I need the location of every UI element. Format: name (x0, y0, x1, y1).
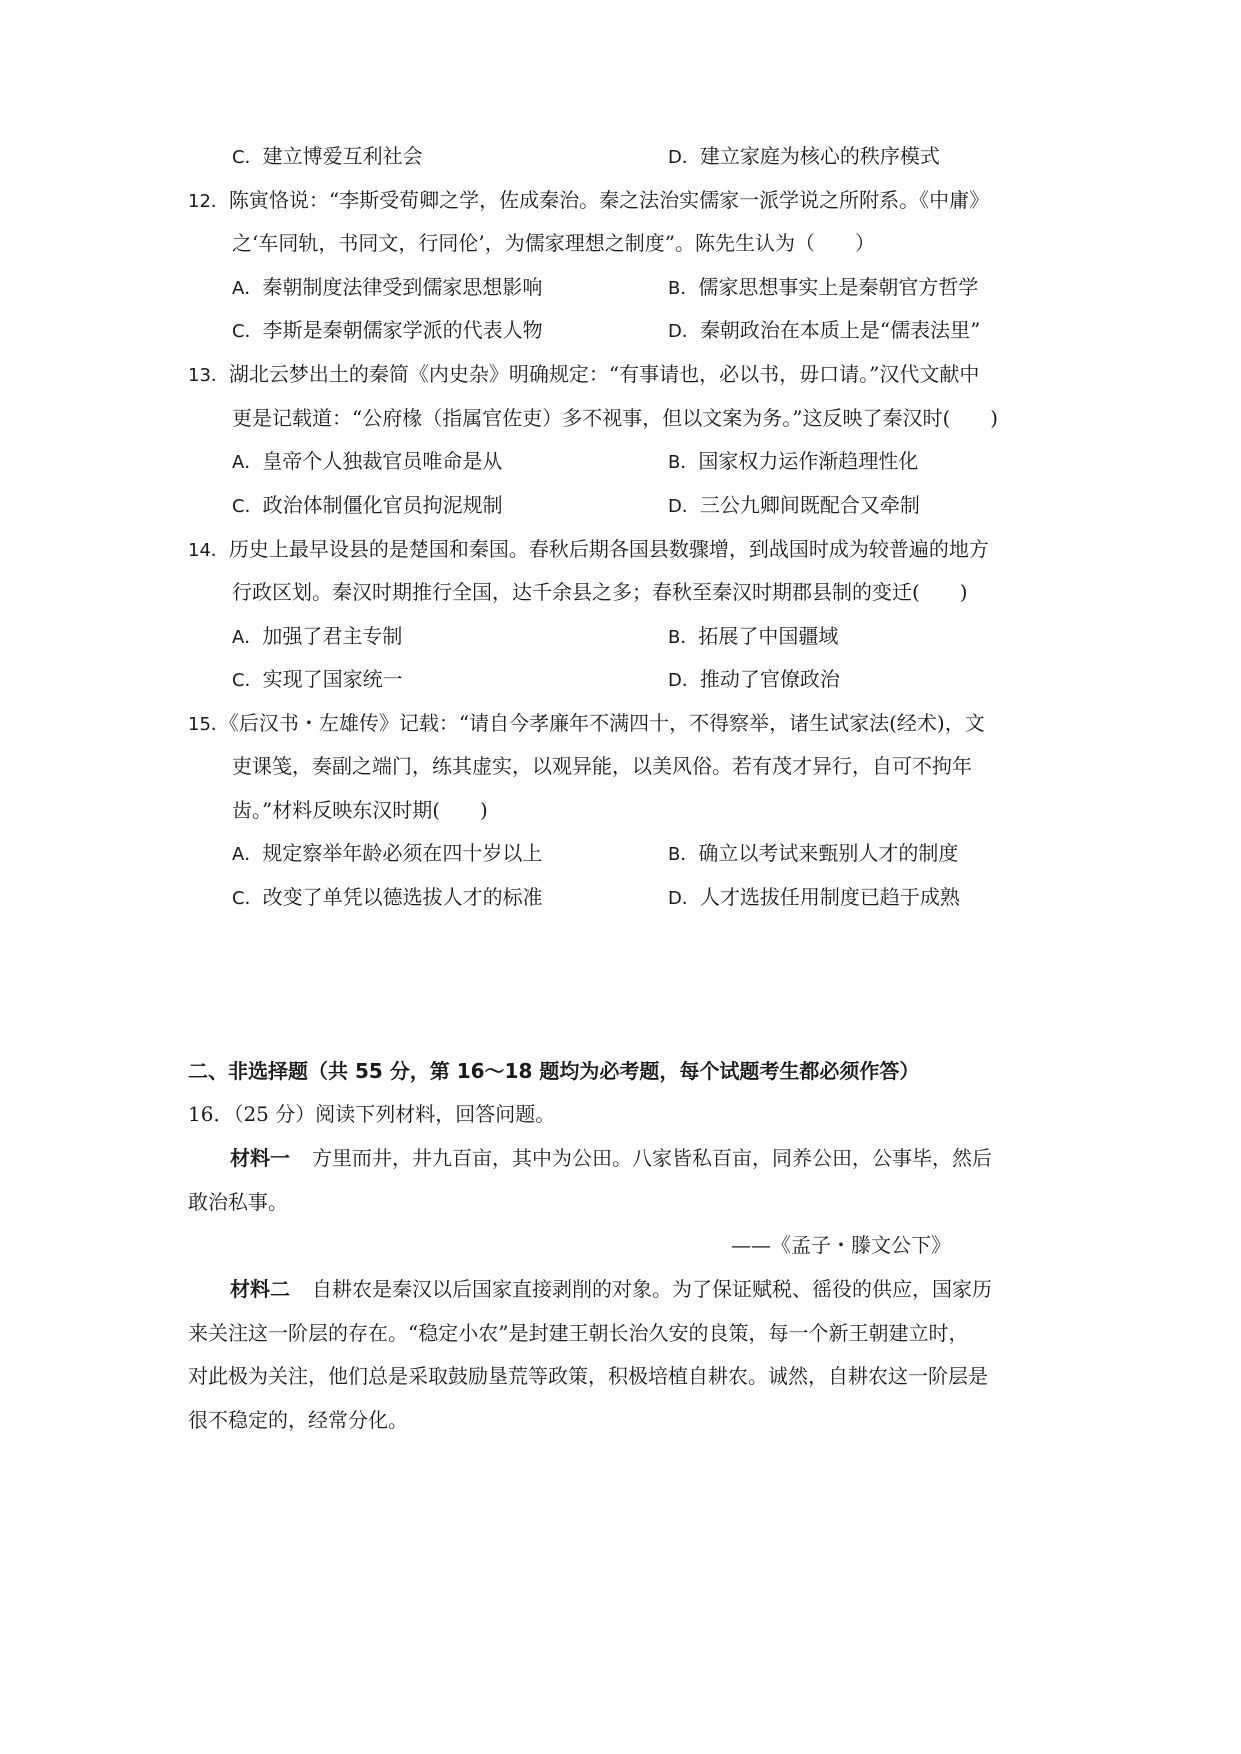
question-text: 《后汉书・左雄传》记载：“请自今孝廉年不满四十，不得察举，诸生试家法(经术)，文 (228, 711, 985, 735)
q14-stem-line1 (188, 535, 989, 565)
q11-option-d (668, 142, 940, 172)
q15-option-a (232, 839, 542, 869)
material2-text: 自耕农是秦汉以后国家直接剥削的对象。为了保证赋税、徭役的供应，国家历 (312, 1277, 992, 1301)
question-text: 湖北云梦出土的秦简《内史杂》明确规定：“有事请也，必以书，毋口请。”汉代文献中 (228, 362, 980, 386)
option-text: 确立以考试来甄别人才的制度 (698, 841, 959, 865)
option-text: 规定察举年龄必须在四十岁以上 (262, 841, 543, 865)
q16-intro: 16．（25 分）阅读下列材料，回答问题。 (188, 1102, 556, 1126)
option-label: D． (668, 321, 700, 342)
material1-source: ——《孟子・滕文公下》 (731, 1233, 951, 1257)
option-text: 李斯是秦朝儒家学派的代表人物 (262, 318, 543, 342)
q15-option-c (232, 883, 543, 913)
question-number: 15． (188, 714, 229, 735)
option-label: C． (232, 888, 263, 909)
option-text: 人才选拔任用制度已趋于成熟 (699, 885, 960, 909)
question-number: 14． (188, 540, 229, 561)
q14-option-b (668, 622, 838, 652)
q15-stem-line1 (188, 709, 985, 739)
q13-option-b (668, 447, 918, 477)
option-label: B． (668, 452, 699, 473)
q15-option-d (668, 883, 960, 913)
option-text: 政治体制僵化官员拘泥规制 (262, 493, 503, 517)
q15-stem-line3: 齿。”材料反映东汉时期( ) (232, 798, 488, 822)
q15-stem-line2: 吏课笺，奏副之端门，练其虚实，以观异能，以美风俗。若有茂才异行，自可不拘年 (232, 754, 972, 778)
option-label: D． (668, 670, 700, 691)
material2-line1 (230, 1275, 992, 1303)
q11-option-c (232, 142, 423, 172)
question-text: 陈寅恪说：“李斯受荀卿之学，佐成秦治。秦之法治实儒家一派学说之所附系。《中庸》 (228, 188, 990, 212)
question-number: 12． (188, 191, 229, 212)
question-text: 历史上最早设县的是楚国和秦国。春秋后期各国县数骤增，到战国时成为较普遍的地方 (228, 537, 989, 561)
option-text: 儒家思想事实上是秦朝官方哲学 (698, 275, 979, 299)
q13-stem-line2: 更是记载道：“公府椽（指属官佐吏）多不视事，但以文案为务。”这反映了秦汉时( ) (232, 406, 999, 430)
option-label: C． (232, 670, 263, 691)
option-text: 加强了君主专制 (262, 624, 403, 648)
option-text: 建立博爱互利社会 (262, 144, 423, 168)
option-label: C． (232, 321, 263, 342)
option-label: A． (232, 627, 263, 648)
material2-line4: 很不稳定的，经常分化。 (188, 1408, 408, 1432)
option-label: B． (668, 278, 699, 299)
material2-title: 材料二 (230, 1277, 290, 1301)
material1-line2: 敢治私事。 (188, 1190, 288, 1214)
option-text: 推动了官僚政治 (699, 667, 840, 691)
q13-option-a (232, 447, 502, 477)
option-text: 秦朝制度法律受到儒家思想影响 (262, 275, 543, 299)
option-label: D． (668, 888, 700, 909)
option-label: C． (232, 147, 263, 168)
q12-option-d (668, 316, 980, 346)
q12-stem-line1 (188, 186, 989, 216)
option-text: 秦朝政治在本质上是“儒表法里” (699, 318, 981, 342)
material1-line1 (230, 1144, 992, 1172)
option-label: B． (668, 844, 699, 865)
q14-option-a (232, 622, 402, 652)
option-label: A． (232, 278, 263, 299)
option-label: D． (668, 147, 700, 168)
q15-option-b (668, 839, 958, 869)
q12-option-b (668, 273, 978, 303)
option-text: 三公九卿间既配合又牵制 (699, 493, 920, 517)
q12-stem-line2: 之‘车同轨，书同文，行同伦’，为儒家理想之制度”。陈先生认为（ ） (232, 231, 875, 255)
section-heading: 二、非选择题（共 55 分，第 16～18 题均为必考题，每个试题考生都必须作答） (188, 1059, 920, 1083)
q12-option-c (232, 316, 543, 346)
option-text: 皇帝个人独裁官员唯命是从 (262, 449, 503, 473)
option-label: B． (668, 627, 699, 648)
option-text: 拓展了中国疆域 (698, 624, 839, 648)
q12-option-a (232, 273, 542, 303)
option-label: A． (232, 452, 263, 473)
material1-title: 材料一 (230, 1146, 290, 1170)
q14-option-d (668, 665, 840, 695)
q14-stem-line2: 行政区划。秦汉时期推行全国，达千余县之多；春秋至秦汉时期郡县制的变迁( ) (232, 580, 968, 604)
q13-stem-line1 (188, 360, 979, 390)
option-text: 国家权力运作渐趋理性化 (698, 449, 919, 473)
option-text: 建立家庭为核心的秩序模式 (699, 144, 940, 168)
option-label: D． (668, 496, 700, 517)
q13-option-c (232, 491, 503, 521)
material2-line2: 来关注这一阶层的存在。“稳定小农”是封建王朝长治久安的良策，每一个新王朝建立时， (188, 1321, 969, 1345)
material2-line3: 对此极为关注，他们总是采取鼓励垦荒等政策，积极培植自耕农。诚然，自耕农这一阶层是 (188, 1364, 988, 1388)
option-label: A． (232, 844, 263, 865)
option-label: C． (232, 496, 263, 517)
q14-option-c (232, 665, 403, 695)
q13-option-d (668, 491, 920, 521)
option-text: 实现了国家统一 (262, 667, 403, 691)
material1-text: 方里而井，井九百亩，其中为公田。八家皆私百亩，同养公田，公事毕，然后 (312, 1146, 992, 1170)
option-text: 改变了单凭以德选拔人才的标准 (262, 885, 543, 909)
question-number: 13． (188, 365, 229, 386)
